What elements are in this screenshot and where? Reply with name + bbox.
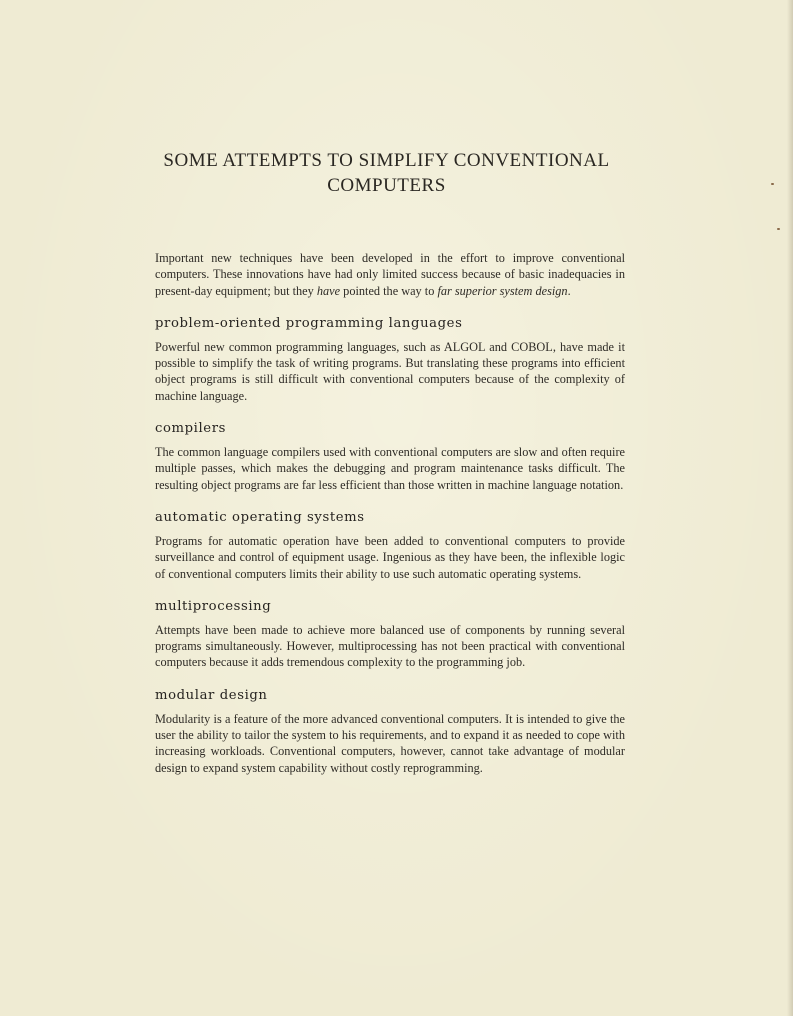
intro-text-3: . (567, 283, 571, 298)
page-edge-shadow (787, 0, 793, 1016)
page-title-line-2: COMPUTERS (327, 175, 446, 196)
section-body: Attempts have been made to achieve more balanced use of components by running several programs simultaneously. However, multiprocessing has not been practical with conventional computers because it adds tremendous complexity to the programming job. (155, 622, 625, 670)
page-title-line-1: SOME ATTEMPTS TO SIMPLIFY CONVENTIONAL (163, 150, 610, 171)
intro-text-2: pointed the way to (340, 283, 438, 298)
section-body: Powerful new common programming languages, such as ALGOL and COBOL, have made it possible to simplify the task of writing programs. But translating these programs into efficient object programs is still difficult with conventional computers because of the complexity of machine language. (155, 339, 625, 403)
section-compilers (155, 421, 625, 493)
article-body (155, 250, 625, 793)
section-automatic-operating-systems (155, 510, 625, 582)
section-body: Programs for automatic operation have been added to conventional computers to provide surveillance and control of equipment usage. Ingenious as they have been, the inflexible logic of conventional computers limits their ability to use such automatic operating systems. (155, 533, 625, 581)
section-heading: automatic operating systems (155, 509, 365, 525)
section-multiprocessing (155, 599, 625, 671)
paper-speck (777, 228, 780, 230)
page-title (100, 148, 673, 198)
intro-text-1: Important new techniques have been developed in the effort to improve conventional computers. These innovations have had only limited success because of basic inadequacies in present-day equipment; but they (155, 251, 625, 298)
intro-paragraph (155, 250, 625, 299)
paper-speck (771, 183, 774, 185)
section-body: The common language compilers used with conventional computers are slow and often require multiple passes, which makes the debugging and program maintenance tasks difficult. The resulting object programs are far less efficient than those written in machine language notation. (155, 445, 625, 492)
section-heading: multiprocessing (155, 598, 272, 614)
section-heading: modular design (155, 687, 268, 703)
section-heading: problem-oriented programming languages (155, 315, 463, 331)
section-body: Modularity is a feature of the more advanced conventional computers. It is intended to give the user the ability to tailor the system to his requirements, and to expand it as needed to cope with increasing workloads. Conventional computers, however, cannot take advantage of modular design to expand system capability without costly reprogramming. (155, 711, 625, 775)
section-heading: compilers (155, 421, 226, 437)
intro-emphasis-have: have (316, 283, 341, 298)
intro-emphasis-design: far superior system design (437, 283, 568, 298)
section-modular-design (155, 688, 625, 776)
section-problem-oriented-languages (155, 316, 625, 404)
